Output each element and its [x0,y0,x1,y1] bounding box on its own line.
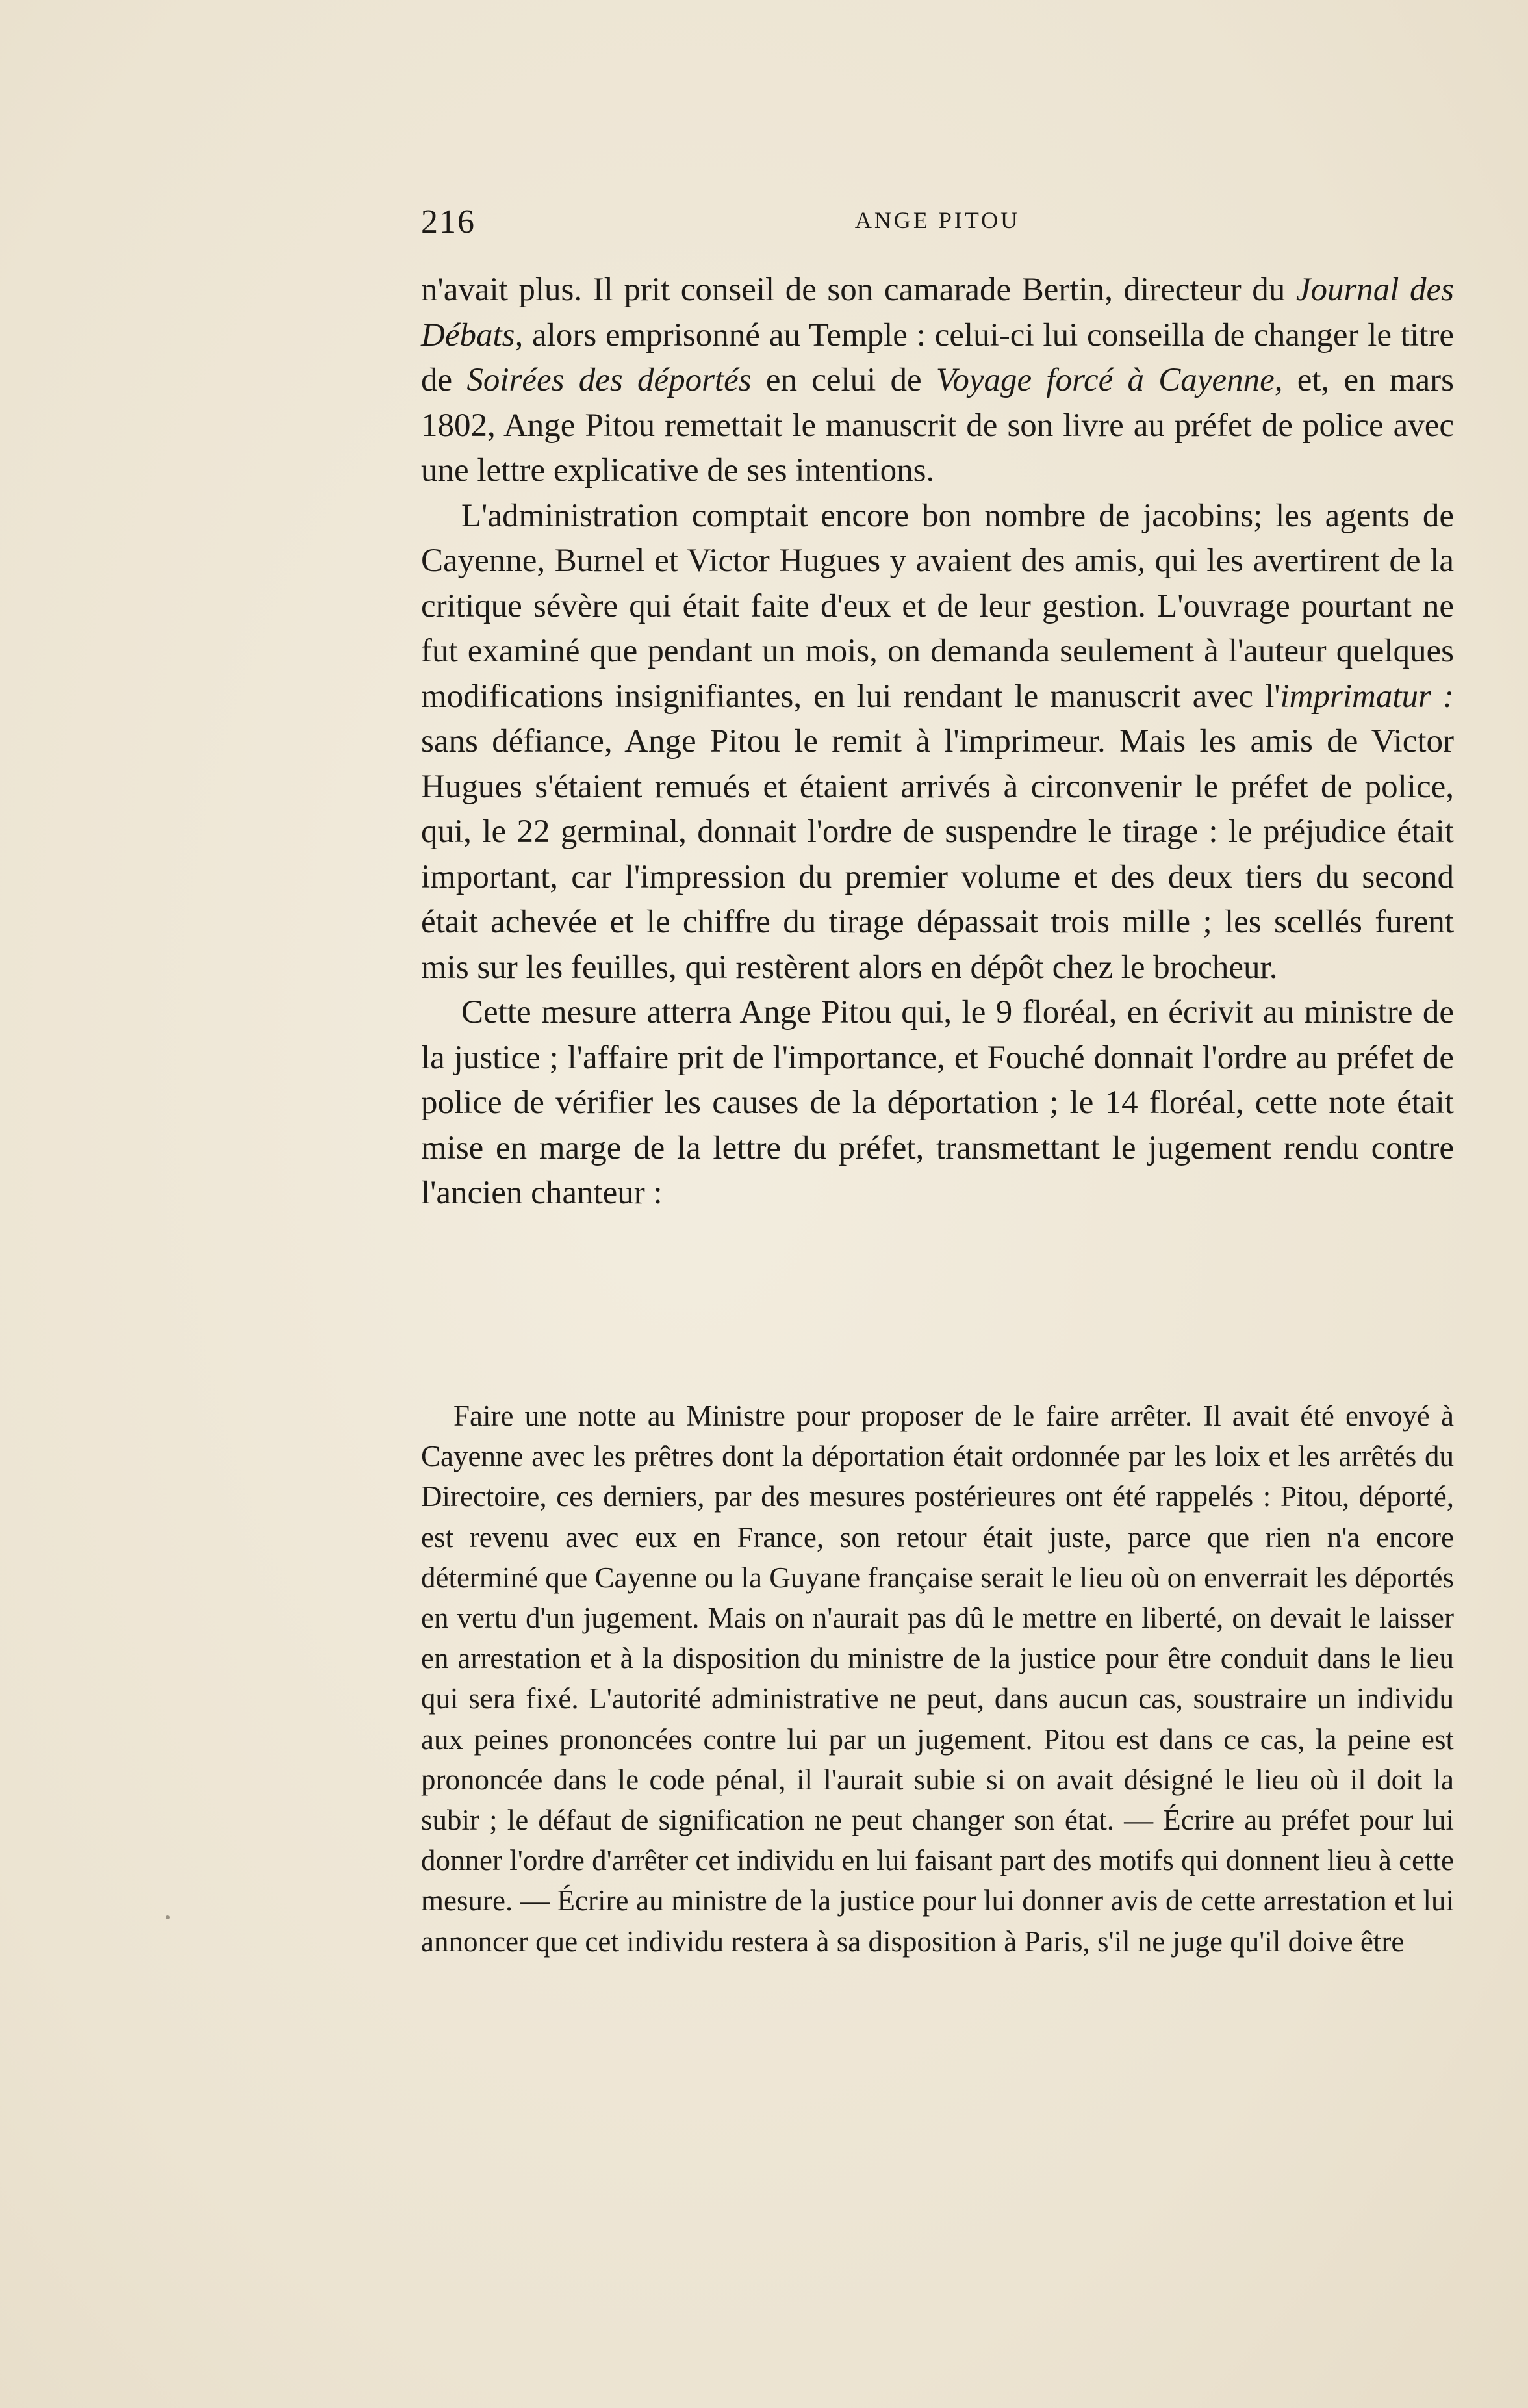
paragraph-3 [421,990,1454,1216]
page-number: 216 [421,203,476,240]
italic-imprimatur: imprimatur : [1280,678,1454,715]
text-segment: en celui de [751,362,936,398]
italic-title-soirees: Soirées des déportés [466,362,752,398]
paragraph-1 [421,268,1454,494]
italic-title-voyage: Voyage forcé à Cayenne [936,362,1275,398]
text-segment: alors emprisonné au Temple : celui-ci lui conseilla de changer le titre de [421,316,1454,398]
main-text [421,268,1454,1216]
page-header [421,203,1454,242]
text-segment: sans défiance, Ange Pitou le remit à l'imprimeur. Mais les amis de Victor Hugues s'étaient remués et étaient arrivés à circonvenir le préfet de police, qui, le 22 germinal, donnait l'ordre de suspendre le tirage : le préjudice était important, car l'impression du premier volume et des deux tiers du second était achevée et le chiffre du tirage dépassait trois mille ; les scellés furent mis sur les feuilles, qui restèrent alors en dépôt chez le brocheur. [421,723,1454,986]
text-segment: n'avait plus. Il prit conseil de son camarade Bertin, directeur du [421,272,1296,308]
running-title: ANGE PITOU [854,207,1021,233]
text-segment: L'administration comptait encore bon nombre de jacobins; les agents de Cayenne, Burnel et Victor Hugues y avaient des amis, qui les avertirent de la critique sévère qui était faite d'eux et de leur gestion. L'ouvrage pourtant ne fut examiné que pendant un mois, on demanda seulement à l'auteur quelques modifications insignifiantes, en lui rendant le manuscrit avec l' [421,497,1454,715]
italic-title-journal: Journal des Débats, [421,272,1454,353]
text-segment: , et, en mars 1802, Ange Pitou remettait le manuscrit de son livre au préfet de police avec une lettre explicative de ses intentions. [421,362,1454,489]
paper-speck [166,1915,170,1919]
text-segment: Cette mesure atterra Ange Pitou qui, le 9 floréal, en écrivit au ministre de la justice ; l'affaire prit de l'importance, et Fouché donnait l'ordre au préfet de police de vérifier les causes de la déportation ; le 14 floréal, cette note était mise en marge de la lettre du préfet, transmettant le jugement rendu contre l'ancien chanteur : [421,994,1454,1211]
paragraph-2 [421,494,1454,991]
quoted-note: Faire une notte au Ministre pour proposer de le faire arrêter. Il avait été envoyé à Cayenne avec les prêtres dont la déportation était ordonnée par les loix et les arrêtés du Directoire, ces derniers, par des mesures postérieures ont été rappelés : Pitou, déporté, est revenu avec eux en France, son retour était juste, parce que rien n'a encore déterminé que Cayenne ou la Guyane française serait le lieu où on enverrait les déportés en vertu d'un jugement. Mais on n'aurait pas dû le mettre en liberté, on devait le laisser en arrestation et à la disposition du ministre de la justice pour être conduit dans le lieu qui sera fixé. L'autorité administrative ne peut, dans aucun cas, soustraire un individu aux peines prononcées contre lui par un jugement. Pitou est dans ce cas, la peine est prononcée dans le code pénal, il l'aurait subie si on avait désigné le lieu où il doit la subir ; le défaut de signification ne peut changer son état. — Écrire au préfet pour lui donner l'ordre d'arrêter cet individu en lui faisant part des motifs qui donnent lieu à cette mesure. — Écrire au ministre de la justice pour lui donner avis de cette arrestation et lui annoncer que cet individu restera à sa disposition à Paris, s'il ne juge qu'il doive être [421,1400,1454,1958]
